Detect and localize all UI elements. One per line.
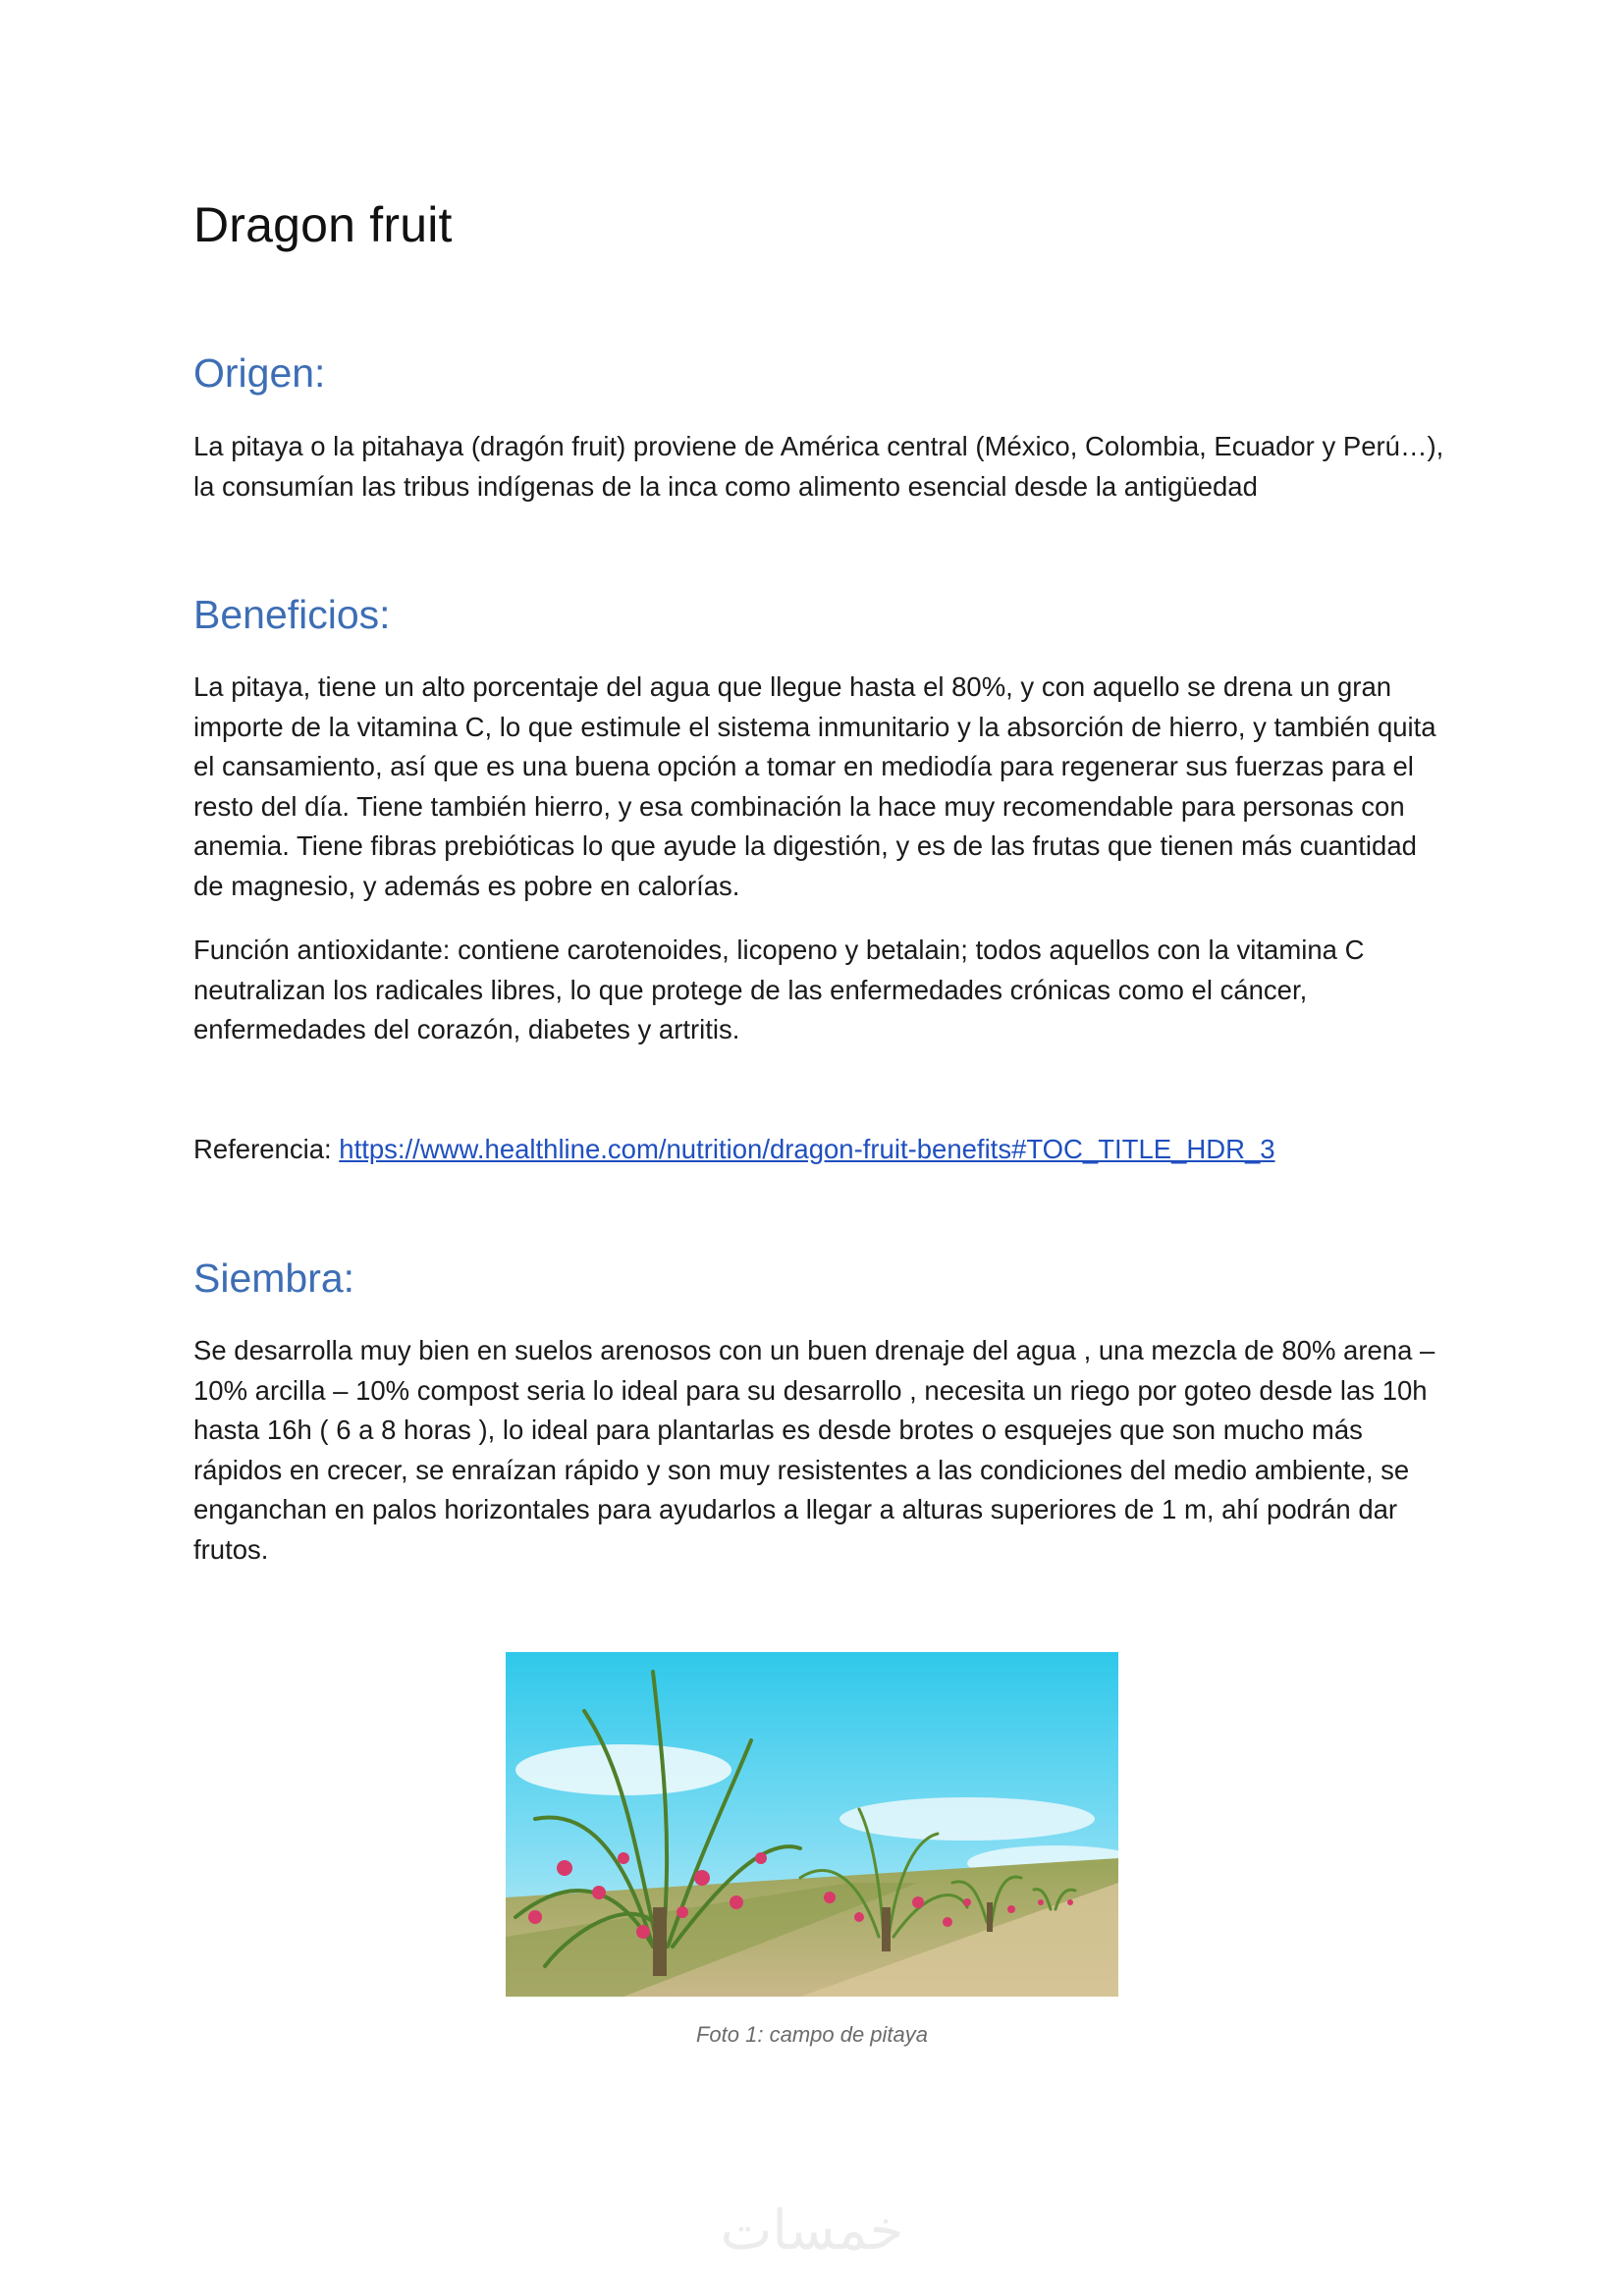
heading-siembra: Siembra: bbox=[193, 1255, 355, 1301]
heading-origen: Origen: bbox=[193, 350, 326, 396]
watermark-logo: خمسات bbox=[720, 2199, 904, 2263]
paragraph-siembra: Se desarrolla muy bien en suelos arenosos con un buen drenaje del agua , una mezcla de 80% arena – 10% arcilla – 10% compost seria lo ideal para su desarrollo , necesita un riego por goteo desde las 10h hasta 16h ( 6 a 8 horas ), lo ideal para plantarlas es desde brotes o esquejes que son mucho más rápidos en crecer, se enraízan rápido y son muy resistentes a las condiciones del medio ambiente, se enganchan en palos horizontales para ayudarlos a llegar a alturas superiores de 1 m, ahí podrán dar frutos. bbox=[193, 1335, 1435, 1565]
paragraph-beneficios-2: Función antioxidante: contiene carotenoides, licopeno y betalain; todos aquellos con la vitamina C neutralizan los radicales libres, lo que protege de las enfermedades crónicas como el cáncer, enfermedades del corazón, diabetes y artritis. bbox=[193, 934, 1365, 1044]
reference-line bbox=[193, 1130, 1445, 1170]
page-title: Dragon fruit bbox=[193, 197, 453, 252]
reference-label: Referencia: bbox=[193, 1134, 340, 1164]
pitaya-field-photo bbox=[506, 1652, 1118, 1997]
reference-link[interactable]: https://www.healthline.com/nutrition/dragon-fruit-benefits#TOC_TITLE_HDR_3 bbox=[339, 1134, 1275, 1164]
paragraph-beneficios-1: La pitaya, tiene un alto porcentaje del agua que llegue hasta el 80%, y con aquello se drena un gran importe de la vitamina C, lo que estimule el sistema inmunitario y la absorción de hierro, y también quita el cansamiento, así que es una buena opción a tomar en mediodía para regenerar sus fuerzas para el resto del día. Tiene también hierro, y esa combinación la hace muy recomendable para personas con anemia. Tiene fibras prebióticas lo que ayude la digestión, y es de las frutas que tienen más cuantidad de magnesio, y además es pobre en calorías. bbox=[193, 671, 1436, 901]
photo-caption: Foto 1: campo de pitaya bbox=[695, 2022, 929, 2047]
heading-beneficios: Beneficios: bbox=[193, 592, 391, 637]
paragraph-origen: La pitaya o la pitahaya (dragón fruit) proviene de América central (México, Colombia, Ecuador y Perú…), la consumían las tribus indígenas de la inca como alimento esencial desde la antigüedad bbox=[193, 431, 1444, 502]
